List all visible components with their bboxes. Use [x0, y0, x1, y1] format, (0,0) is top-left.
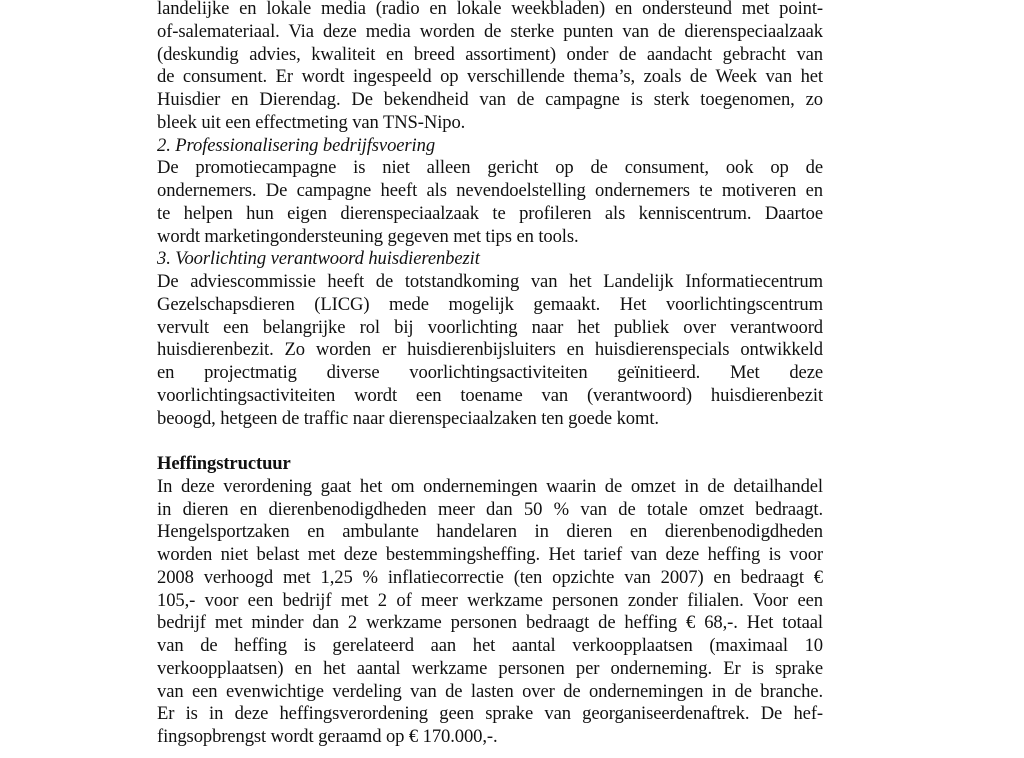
text-line: wordt marketingondersteuning gegeven met tips en tools. [157, 225, 579, 247]
text-line: van een evenwichtige verdeling van de lasten over de ondernemingen in de branche. [157, 680, 823, 702]
text-line: ondernemers. De campagne heeft als nevendoelstelling ondernemers te motiveren en [157, 180, 823, 201]
text-line: in dieren en dierenbenodigdheden meer dan 50 % van de totale omzet bedraagt. [157, 498, 823, 520]
text-line: Er is in deze heffingsverordening geen sprake van georganiseerdenaftrek. De hef- [157, 703, 823, 725]
text-line: voorlichtingsactiviteiten wordt een toename van (verantwoord) huisdierenbezit [157, 384, 823, 406]
text-line: de consument. Er wordt ingespeeld op verschillende thema’s, zoals de Week van het [157, 66, 823, 88]
text-line: Huisdier en Dierendag. De bekendheid van de campagne is sterk toegenomen, zo [157, 89, 823, 110]
text-line: beoogd, hetgeen de traffic naar dierenspeciaalzaken ten goede komt. [157, 407, 659, 429]
text-line: vervult een belangrijke rol bij voorlichting naar het publiek over verantwoord [157, 316, 823, 338]
text-line: bedrijf met minder dan 2 werkzame personen bedraagt de heffing € 68,-. Het totaal [157, 612, 823, 634]
section1-paragraph [157, 0, 823, 135]
text-line: In deze verordening gaat het om ondernemingen waarin de omzet in de detailhandel [157, 475, 823, 497]
section2-heading: 2. Professionalisering bedrijfsvoering [157, 134, 436, 156]
text-line: worden niet belast met deze bestemmingsheffing. Het tarief van deze heffing is voor [157, 544, 823, 565]
text-line: verkoopplaatsen) en het aantal werkzame personen per onderneming. Er is sprake [157, 657, 823, 679]
section3 [157, 248, 823, 430]
text-line: van de heffing is gerelateerd aan het aantal verkoopplaatsen (maximaal 10 [157, 635, 823, 656]
section2 [157, 135, 823, 249]
text-line: huisdierenbezit. Zo worden er huisdierenbijsluiters en huisdierenspecials ontwikkeld [157, 339, 823, 361]
text-line: Hengelsportzaken en ambulante handelaren in dieren en dierenbenodigdheden [157, 521, 823, 543]
text-line: of-salemateriaal. Via deze media worden de sterke punten van de dierenspeciaalzaak [157, 20, 823, 42]
text-line: (deskundig advies, kwaliteit en breed assortiment) onder de aandacht gebracht van [157, 43, 823, 65]
text-line: fingsopbrengst wordt geraamd op € 170.000,-. [157, 726, 498, 747]
paragraph-spacer [157, 430, 823, 453]
text-line: Gezelschapsdieren (LICG) mede mogelijk gemaakt. Het voorlichtingscentrum [157, 293, 823, 315]
text-line: 105,- voor een bedrijf met 2 of meer werkzame personen zonder filialen. Voor een [157, 589, 823, 611]
text-line: De adviescommissie heeft de totstandkoming van het Landelijk Informatiecentrum [157, 271, 823, 292]
text-line: en projectmatig diverse voorlichtingsactiviteiten geïnitieerd. Met deze [157, 362, 823, 383]
heffing-heading: Heffingstructuur [157, 453, 291, 474]
text-line: De promotiecampagne is niet alleen gericht op de consument, ook op de [157, 157, 823, 179]
heffing-section [157, 453, 823, 749]
text-line: bleek uit een effectmeting van TNS-Nipo. [157, 111, 466, 133]
text-line: te helpen hun eigen dierenspeciaalzaak te profileren als kenniscentrum. Daartoe [157, 202, 823, 224]
section3-heading: 3. Voorlichting verantwoord huisdierenbezit [157, 248, 480, 270]
text-line: landelijke en lokale media (radio en lokale weekbladen) en ondersteund met point- [157, 0, 823, 19]
document-page [157, 0, 823, 749]
text-line: 2008 verhoogd met 1,25 % inflatiecorrectie (ten opzichte van 2007) en bedraagt € [157, 566, 823, 588]
